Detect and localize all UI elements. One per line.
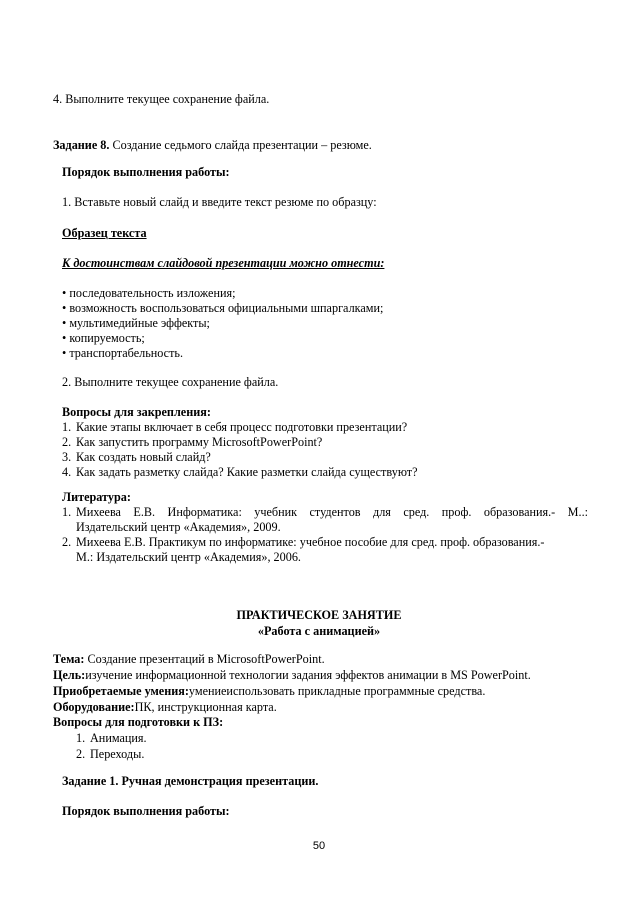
meta-skills: Приобретаемые умения:умениеиспользовать прикладные программные средства. xyxy=(53,684,486,698)
question-item: 4. Как задать разметку слайда? Какие разметки слайда существуют? xyxy=(62,465,418,479)
literature-heading: Литература: xyxy=(62,490,131,504)
prep-item: 2. Переходы. xyxy=(76,747,145,761)
task8-line xyxy=(53,138,372,153)
task8-label: Задание 8. xyxy=(53,138,110,152)
practice-title: ПРАКТИЧЕСКОЕ ЗАНЯТИЕ xyxy=(236,608,402,622)
practice-subtitle: «Работа с анимацией» xyxy=(257,624,381,638)
order-heading-2: Порядок выполнения работы: xyxy=(62,804,230,818)
meta-equipment: Оборудование:ПК, инструкционная карта. xyxy=(53,700,277,714)
literature-item-line: Михеева Е.В. Информатика: учебник студентов для сред. проф. образования.- М..: xyxy=(76,505,588,519)
question-item: 1. Какие этапы включает в себя процесс подготовки презентации? xyxy=(62,420,408,434)
bullet-item: • возможность воспользоваться официальными шпаргалками; xyxy=(62,301,384,315)
step-save-file-2: 2. Выполните текущее сохранение файла. xyxy=(62,375,279,389)
step-insert-slide: 1. Вставьте новый слайд и введите текст резюме по образцу: xyxy=(62,195,377,209)
question-item: 2. Как запустить программу MicrosoftPowerPoint? xyxy=(62,435,323,449)
step-save-file-4: 4. Выполните текущее сохранение файла. xyxy=(53,92,270,106)
questions-heading: Вопросы для закрепления: xyxy=(62,405,211,419)
meta-goal: Цель:изучение информационной технологии задания эффектов анимации в MS PowerPoint. xyxy=(53,668,531,682)
bullet-item: • последовательность изложения; xyxy=(62,286,236,300)
meta-topic: Тема: Создание презентаций в MicrosoftPowerPoint. xyxy=(53,652,325,666)
literature-item-line: Издательский центр «Академия», 2009. xyxy=(76,520,281,534)
literature-item-line: М.: Издательский центр «Академия», 2006. xyxy=(76,550,301,564)
bullet-item: • мультимедийные эффекты; xyxy=(62,316,210,330)
question-item: 3. Как создать новый слайд? xyxy=(62,450,211,464)
sample-heading: Образец текста xyxy=(62,226,147,240)
bullet-item: • транспортабельность. xyxy=(62,346,184,360)
task8-text: Создание седьмого слайда презентации – резюме. xyxy=(109,138,372,152)
sample-italic-heading: К достоинствам слайдовой презентации можно отнести: xyxy=(62,256,385,270)
task1-heading: Задание 1. Ручная демонстрация презентации. xyxy=(62,774,319,788)
bullet-item: • копируемость; xyxy=(62,331,145,345)
literature-item-number: 2. xyxy=(62,535,72,549)
literature-item-line: Михеева Е.В. Практикум по информатике: учебное пособие для сред. проф. образования.- xyxy=(76,535,545,549)
order-heading-1: Порядок выполнения работы: xyxy=(62,165,230,179)
prep-item: 1. Анимация. xyxy=(76,731,147,745)
page-number: 50 xyxy=(312,840,326,852)
prep-questions-heading: Вопросы для подготовки к ПЗ: xyxy=(53,715,224,729)
literature-item-number: 1. xyxy=(62,505,72,519)
